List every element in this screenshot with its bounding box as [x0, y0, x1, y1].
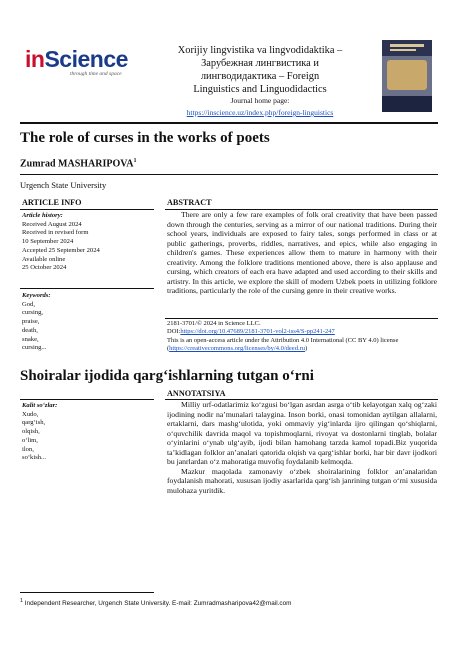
logo-tagline: through time and space [70, 71, 122, 77]
history-line: Received in revised form [22, 229, 89, 237]
logo-in-text: in [25, 46, 45, 72]
uzbek-keywords-label: Kalit so‘zlar: [22, 402, 58, 409]
journal-title-line: лингводидактика – Foreign [200, 71, 320, 82]
copyright-line: 2181-3701/© 2024 in Science LLC. [167, 320, 261, 327]
doi-line [167, 328, 437, 336]
inscience-logo [25, 46, 135, 86]
keywords-block [22, 292, 51, 353]
history-label: Article history: [22, 212, 63, 219]
journal-cover-image [382, 40, 432, 112]
doi-link[interactable]: https://doi.org/10.47689/2181-3701-vol2-iss4/S-pp241-247 [180, 328, 335, 336]
author-name [20, 158, 136, 169]
license-link[interactable]: https://creativecommons.org/licenses/by/4.0/deed.ru [169, 345, 305, 353]
keyword: death, [22, 326, 38, 334]
uzbek-keyword: olqish, [22, 428, 40, 436]
uzbek-keywords-block [22, 402, 57, 463]
author-name-text: Zumrad MASHARIPOVA [20, 158, 134, 170]
footnote-mark: 1 [20, 598, 23, 604]
uzbek-keyword: qarg‘ish, [22, 419, 46, 427]
journal-title-line: Xorijiy lingvistika va lingvodidaktika – [177, 45, 343, 56]
article-info-heading: ARTICLE INFO [22, 198, 82, 207]
kalit-rule [20, 399, 154, 400]
keywords-label: Keywords: [22, 292, 51, 299]
license-text: This is an open-access article under the Attribution 4.0 International (CC BY 4.0) license ( [167, 336, 399, 353]
annotatsiya-text [167, 400, 437, 495]
keyword: snake, [22, 335, 39, 343]
history-rule [20, 288, 154, 289]
history-line: Accepted 25 September 2024 [22, 246, 100, 254]
doi-label: DOI: [167, 328, 181, 336]
footnote [20, 598, 291, 607]
history-line: Available online [22, 255, 66, 263]
uzbek-keyword: Xudo, [22, 410, 39, 418]
keyword: God, [22, 300, 36, 308]
history-line: 25 October 2024 [22, 264, 67, 272]
uzbek-keyword: ilon, [22, 445, 34, 453]
uzbek-title: Shoiralar ijodida qarg‘ishlarning tutgan o‘rni [20, 368, 314, 384]
author-footnote-mark: 1 [133, 158, 137, 164]
home-page-label: Journal home page: [230, 96, 290, 105]
annotatsiya-paragraph: Milliy urf-odatlarimiz ko‘zgusi bo‘lgan asrdan asrga o‘tib kelayotgan xalq og‘zaki ijodining nodir na’munalari talaygina. Inson borki, onasi tomonidan aytilgan allalarni, ertaklarni, dars mashg‘ulotida, yoki ommaviy yig‘inlarda ijro qilingan qo‘shiqlarni, o‘quvchilik davrida maqol va topishmoqlarni, rivoyat va dostonlarni tinglab, bolalar o‘yinlarini o‘ynab ulg‘ayib, ijodi bilan hamohang tarzda kamol topadi.Biz yuqorida ta’kidlagan folklor an’analari qatorida olqish va qarg‘ishlar borki, har bir davr ijodkori bu janrlardan o‘z mahoratiga muvofiq foydalanib kelmoqda. [167, 400, 437, 466]
annotatsiya-paragraph: Mazkur maqolada zamonaviy o‘zbek shoiralarining folklor an’analaridan foydalanish mahorati, xususan ijodiy asarlarida qarg‘ish janrining tutgan o‘rni xususida mulohaza yuritdik. [167, 466, 437, 495]
annotatsiya-heading: ANNOTATSIYA [167, 389, 226, 398]
license-end: ) [304, 345, 308, 353]
history-line: 10 September 2024 [22, 238, 74, 246]
keyword: cursing... [22, 344, 47, 352]
author-divider [20, 174, 438, 175]
keyword: cursing, [22, 309, 44, 317]
article-title: The role of curses in the works of poets [20, 130, 270, 146]
journal-title-line: Linguistics and Linguodidactics [193, 84, 327, 95]
footnote-text: Independent Researcher, Urgench State University. E-mail: Zumradmasharipova42@mail.com [24, 600, 292, 608]
abstract-end-rule [165, 318, 438, 319]
footnote-rule [20, 592, 154, 593]
keyword: praise, [22, 318, 40, 326]
history-line: Received August 2024 [22, 220, 82, 228]
journal-title-block [140, 44, 380, 119]
home-page-link[interactable]: https://inscience.uz/index.php/foreign-linguistics [186, 108, 334, 117]
article-info-rule [20, 209, 154, 210]
license-line [167, 337, 437, 354]
uzbek-keyword: so‘kish... [22, 454, 46, 462]
author-affiliation: Urgench State University [20, 180, 107, 190]
header-divider [20, 122, 438, 124]
abstract-text: There are only a few rare examples of folk oral creativity that have been passed down through the centuries, serving as a mirror of our national traditions. During their school years, individuals are exposed to fairy tales, songs performed in class or at public gatherings, proverbs, riddles, narratives, and epics, while also engaging in children's games. These experiences allow them to mature in harmony with their creativity. Among the folklore traditions mentioned above, there is also applause and cursing, which creators of each era have adapted and used according to their skills and artistry. In this article, we explore the skill of modern Uzbek poets in utilizing folklore traditions, particularly the role of the cursing genre in their creative works. [167, 210, 437, 295]
logo-science-text: Science [44, 46, 128, 72]
article-history [22, 212, 100, 273]
abstract-heading: ABSTRACT [167, 198, 212, 207]
journal-title-line: Зарубежная лингвистика и [201, 58, 319, 69]
article-meta [167, 320, 437, 354]
uzbek-keyword: o‘lim, [22, 436, 38, 444]
